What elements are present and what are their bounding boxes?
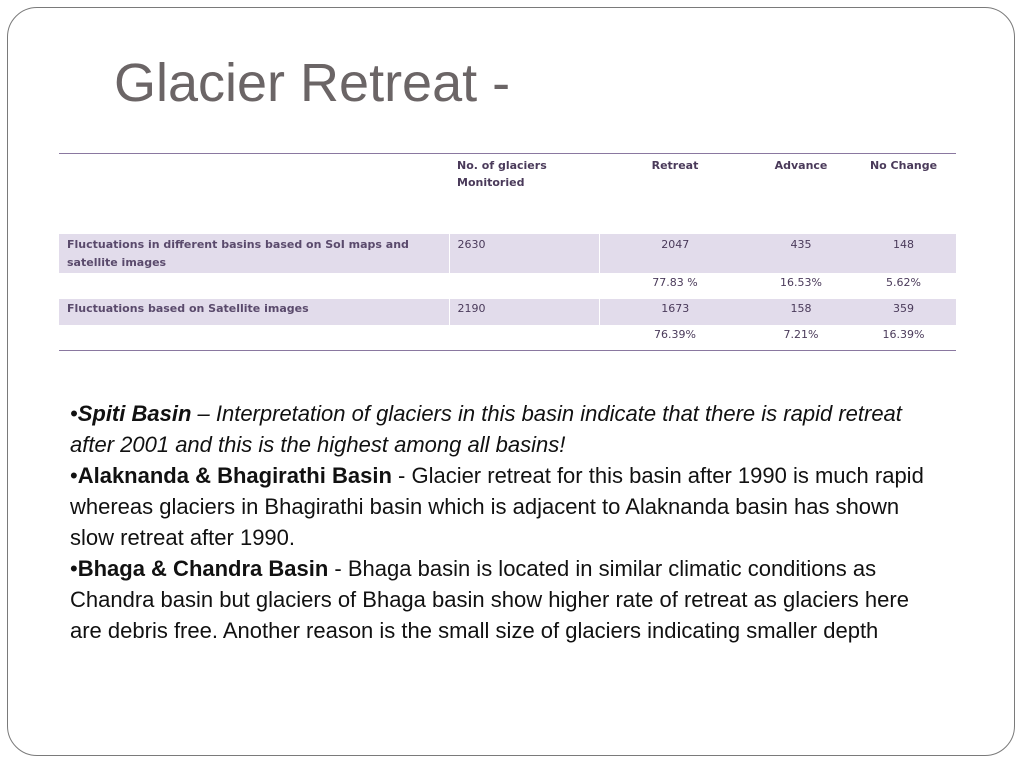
bullet-separator: - <box>328 556 348 581</box>
cell-retreat: 76.39% <box>654 327 696 341</box>
bullet-heading: Spiti Basin <box>77 401 192 426</box>
bullet-alaknanda <box>70 460 945 553</box>
cell-retreat: 2047 <box>599 234 751 273</box>
header-monitored: No. of glaciers Monitoried <box>457 159 547 189</box>
cell-monitored: 2190 <box>449 299 599 325</box>
table-row <box>59 273 956 299</box>
row-label <box>59 325 449 351</box>
table-header-row <box>59 154 956 234</box>
cell-advance: 158 <box>790 301 812 315</box>
bullet-separator: – <box>191 401 216 426</box>
header-retreat: Retreat <box>651 159 699 172</box>
bullet-marker: • <box>70 401 78 426</box>
cell-retreat: 1673 <box>599 299 751 325</box>
bullet-spiti <box>70 398 945 460</box>
cell-monitored <box>449 325 599 351</box>
cell-no-change: 16.39% <box>882 327 925 341</box>
slide-title: Glacier Retreat - <box>114 53 511 113</box>
bullet-separator: - <box>391 463 412 488</box>
table-row <box>59 299 956 325</box>
cell-advance: 435 <box>790 237 812 251</box>
cell-no-change: 5.62% <box>886 275 921 289</box>
row-label: Fluctuations based on Satellite images <box>67 301 309 315</box>
cell-monitored <box>449 273 599 299</box>
table-row <box>59 234 956 273</box>
header-label <box>59 154 449 234</box>
cell-retreat: 77.83 % <box>652 275 698 289</box>
cell-advance: 16.53% <box>780 275 822 289</box>
bullet-marker: • <box>70 556 78 581</box>
bullet-list <box>70 398 945 646</box>
cell-advance: 7.21% <box>783 327 819 341</box>
bullet-text: Glacier retreat for this basin after 1990 is much rapid whereas glaciers in Bhagirathi basin which is adjacent to Alaknanda basin has shown slow retreat after 1990. <box>70 463 924 550</box>
bullet-heading: Bhaga & Chandra Basin <box>77 556 329 581</box>
header-no-change: No Change <box>869 159 938 172</box>
row-label: Fluctuations in different basins based on SoI maps and satellite images <box>67 237 409 269</box>
bullet-marker: • <box>70 463 78 488</box>
glacier-table <box>59 153 956 351</box>
bullet-text: Interpretation of glaciers in this basin indicate that there is rapid retreat after 2001 and this is the highest among all basins! <box>70 401 902 457</box>
row-label <box>59 273 449 299</box>
cell-no-change: 148 <box>893 237 914 251</box>
bullet-text: Bhaga basin is located in similar climatic conditions as Chandra basin but glaciers of Bhaga basin show higher rate of retreat as glaciers here are debris free. Another reason is the small size of glaciers indicating smaller depth <box>70 556 909 643</box>
cell-monitored: 2630 <box>449 234 599 273</box>
bullet-bhaga <box>70 553 945 646</box>
header-advance: Advance <box>774 159 828 172</box>
cell-no-change: 359 <box>893 301 914 315</box>
table-row <box>59 325 956 351</box>
bullet-heading: Alaknanda & Bhagirathi Basin <box>77 463 392 488</box>
